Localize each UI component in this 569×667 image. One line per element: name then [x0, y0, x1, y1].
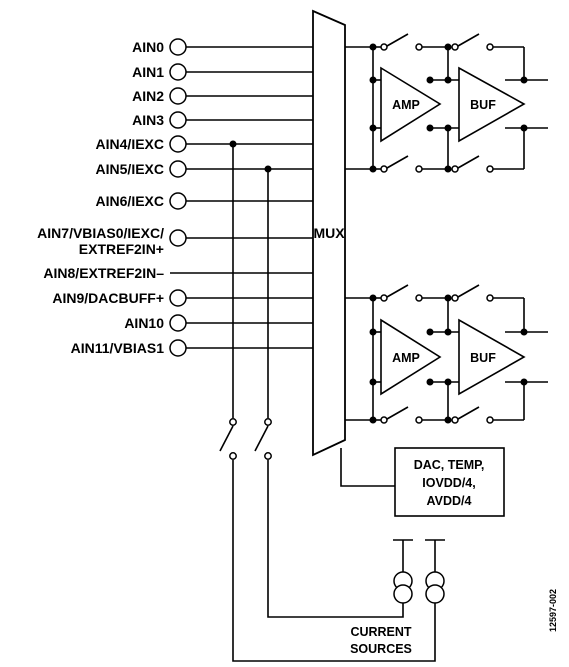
internal-sources-block [395, 448, 504, 516]
buf-label: BUF [470, 98, 496, 112]
iexc-switch-1 [220, 419, 236, 459]
pin-terminal [170, 161, 186, 177]
amp-label: AMP [392, 98, 420, 112]
pin-ain8-extref2in [43, 265, 313, 281]
current-sources-line-1: CURRENT [350, 625, 412, 639]
current-source-icon [426, 572, 444, 603]
pin-terminal [170, 340, 186, 356]
pin-ain4-iexc [96, 136, 313, 152]
pin-terminal [170, 136, 186, 152]
pin-label-line2: EXTREF2IN+ [78, 241, 164, 257]
current-source-icon [394, 572, 412, 603]
buf-label: BUF [470, 351, 496, 365]
pin-ain0 [132, 39, 313, 55]
internal-line-3: AVDD/4 [426, 494, 472, 508]
mux-to-internal [341, 448, 395, 486]
channel-2 [370, 285, 549, 424]
pin-label: AIN9/DACBUFF+ [52, 290, 164, 306]
internal-line-1: DAC, TEMP, [413, 458, 485, 472]
pin-terminal [170, 88, 186, 104]
pin-ain5-iexc [96, 161, 313, 177]
input-pins [37, 39, 313, 356]
pin-ain11-vbias1 [71, 340, 313, 356]
mux-block [313, 11, 345, 455]
pin-terminal [170, 39, 186, 55]
pin-label: AIN11/VBIAS1 [70, 340, 164, 356]
pin-label: AIN4/IEXC [95, 136, 164, 152]
pin-ain3 [132, 112, 313, 128]
pin-label: AIN1 [132, 64, 164, 80]
pin-label: AIN0 [132, 39, 164, 55]
channel-1 [370, 34, 549, 173]
pin-terminal [170, 193, 186, 209]
pin-ain6-iexc [96, 193, 313, 209]
mux-label: MUX [313, 225, 345, 241]
figure-id: 12597-002 [548, 588, 558, 632]
current-sources [350, 540, 445, 656]
buf-2 [459, 320, 524, 394]
pin-terminal [170, 64, 186, 80]
pin-label: AIN7/VBIAS0/IEXC/ [37, 225, 164, 241]
iexc-switch-2 [255, 419, 271, 459]
amp-label: AMP [392, 351, 420, 365]
pin-label: AIN6/IEXC [95, 193, 164, 209]
pin-label: AIN8/EXTREF2IN– [43, 265, 164, 281]
pin-ain7-vbias0 [37, 225, 313, 257]
pin-terminal [170, 112, 186, 128]
pin-label: AIN5/IEXC [95, 161, 164, 177]
buf-1 [459, 68, 524, 141]
pin-ain9-dacbuff [52, 290, 313, 306]
pin-terminal [170, 230, 186, 246]
pin-ain1 [132, 64, 313, 80]
pin-ain10 [124, 315, 313, 331]
pin-label: AIN3 [132, 112, 164, 128]
iexc-return-2 [268, 460, 403, 617]
pin-terminal [170, 290, 186, 306]
current-sources-line-2: SOURCES [350, 642, 412, 656]
pin-label: AIN2 [132, 88, 164, 104]
pin-label: AIN10 [124, 315, 164, 331]
pin-ain2 [132, 88, 313, 104]
internal-line-2: IOVDD/4, [422, 476, 476, 490]
pin-terminal [170, 315, 186, 331]
